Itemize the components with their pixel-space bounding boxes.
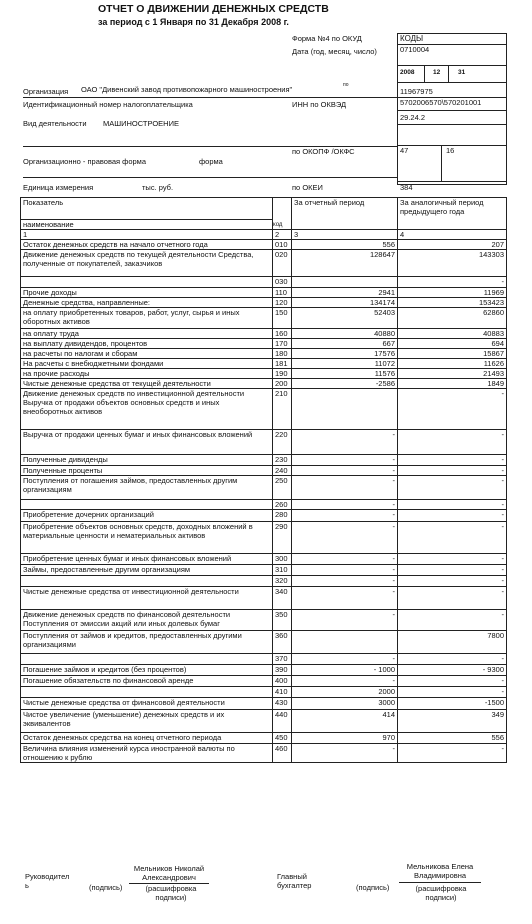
row-prior-value: - (398, 510, 507, 522)
table-row (21, 277, 507, 288)
table-row (21, 565, 507, 576)
row-current-value: - (292, 676, 398, 687)
row-name: Чистые денежные средства от инвестиционной деятельности (21, 587, 273, 610)
row-name: на оплату приобретенных товаров, работ, услуг, сырья и иных оборотных активов (21, 308, 273, 329)
row-current-value: - (292, 610, 398, 631)
row-current-value: 970 (292, 733, 398, 744)
row-current-value: - (292, 565, 398, 576)
row-code: 410 (273, 687, 292, 698)
row-name: Поступления от погашения займов, предоставленных другим организациям (21, 476, 273, 500)
okfs-code: 16 (446, 146, 455, 155)
unit-label: Единица измерения (23, 183, 94, 192)
acct-decode: (расшифровка подписи) (415, 884, 467, 902)
row-name: Чистые денежные средства от финансовой деятельности (21, 698, 273, 710)
row-name: Приобретение объектов основных средств, доходных вложений в материальные ценности и нематериальных активов (21, 522, 273, 554)
table-row (21, 733, 507, 744)
row-name: на расчеты по налогам и сборам (21, 349, 273, 359)
okved-code: 29.24.2 (400, 113, 426, 122)
row-current-value: 40880 (292, 329, 398, 339)
header-name: наименование (21, 220, 273, 230)
table-row (21, 389, 507, 430)
header-prior: За аналогичный период предыдущего года (398, 198, 507, 230)
row-code: 460 (273, 744, 292, 763)
row-prior-value: 21493 (398, 369, 507, 379)
row-prior-value: - (398, 430, 507, 455)
row-code: 430 (273, 698, 292, 710)
row-name (21, 500, 273, 510)
row-code: 320 (273, 576, 292, 587)
report-title: ОТЧЕТ О ДВИЖЕНИИ ДЕНЕЖНЫХ СРЕДСТВ (98, 3, 329, 15)
row-code: 360 (273, 631, 292, 654)
date-label: Дата (год, месяц, число) (292, 47, 377, 56)
table-row (21, 288, 507, 298)
okpo-mark: по (343, 82, 349, 88)
table-row (21, 359, 507, 369)
row-current-value: - (292, 430, 398, 455)
row-prior-value: - (398, 576, 507, 587)
row-code: 340 (273, 587, 292, 610)
row-code: 210 (273, 389, 292, 430)
row-current-value: - (292, 587, 398, 610)
row-current-value: 11576 (292, 369, 398, 379)
header-indicator: Показатель (21, 198, 273, 220)
row-name: Движение денежных средств по инвестиционной деятельности Выручка от продажи объектов основных средств и иных внеоборотных активов (21, 389, 273, 430)
inn-okved-label: ИНН по ОКВЭД (292, 100, 347, 109)
row-prior-value: - (398, 744, 507, 763)
table-row (21, 710, 507, 733)
table-row (21, 466, 507, 476)
okei-code: 384 (400, 183, 413, 192)
row-current-value: - (292, 476, 398, 500)
row-current-value: 128647 (292, 250, 398, 277)
table-row (21, 610, 507, 631)
inn-label: Идентификационный номер налогоплательщика (23, 100, 193, 109)
row-current-value: -2586 (292, 379, 398, 389)
row-current-value (292, 277, 398, 288)
row-prior-value: 153423 (398, 298, 507, 308)
table-row (21, 369, 507, 379)
row-prior-value: 7800 (398, 631, 507, 654)
row-name: Чистое увеличение (уменьшение) денежных средств и их эквивалентов (21, 710, 273, 733)
row-code: 260 (273, 500, 292, 510)
form-label: Форма №4 по ОКУД (292, 34, 362, 43)
row-prior-value: - (398, 676, 507, 687)
head-label: Руководител ь (25, 872, 70, 890)
legal-form-label: Организационно - правовая форма (23, 157, 146, 166)
row-prior-value: - (398, 565, 507, 576)
row-prior-value: - (398, 277, 507, 288)
row-prior-value: 694 (398, 339, 507, 349)
row-prior-value: -1500 (398, 698, 507, 710)
table-row (21, 500, 507, 510)
row-current-value: - (292, 744, 398, 763)
row-name: Поступления от займов и кредитов, предоставленных другими организациями (21, 631, 273, 654)
row-current-value: - (292, 510, 398, 522)
row-prior-value: - (398, 554, 507, 565)
row-code: 370 (273, 654, 292, 665)
table-row (21, 665, 507, 676)
table-row (21, 476, 507, 500)
table-row (21, 455, 507, 466)
table-row (21, 687, 507, 698)
row-prior-value: - 9300 (398, 665, 507, 676)
table-row (21, 349, 507, 359)
row-current-value: - (292, 554, 398, 565)
okei-label: по ОКЕИ (292, 183, 323, 192)
row-code: 230 (273, 455, 292, 466)
row-name (21, 576, 273, 587)
acct-sign: (подпись) (356, 883, 390, 892)
acct-name: Мельникова Елена Владимировна (406, 862, 474, 880)
row-name: на прочие расходы (21, 369, 273, 379)
row-prior-value: - (398, 654, 507, 665)
row-prior-value: 15867 (398, 349, 507, 359)
row-current-value: - (292, 576, 398, 587)
table-row (21, 522, 507, 554)
col-number-2: 2 (273, 230, 292, 240)
row-current-value: 556 (292, 240, 398, 250)
row-current-value: - 1000 (292, 665, 398, 676)
date-year: 2008 (400, 69, 415, 76)
row-code: 290 (273, 522, 292, 554)
codes-box (397, 33, 507, 185)
row-code: 150 (273, 308, 292, 329)
head-sign: (подпись) (89, 883, 123, 892)
row-prior-value: - (398, 455, 507, 466)
row-name: Выручка от продажи ценных бумаг и иных финансовых вложений (21, 430, 273, 455)
row-code: 310 (273, 565, 292, 576)
row-code: 350 (273, 610, 292, 631)
row-prior-value: - (398, 500, 507, 510)
table-row (21, 587, 507, 610)
report-period: за период с 1 Января по 31 Декабря 2008 г. (98, 17, 289, 27)
inn-code: 5702006570\570201001 (400, 98, 482, 107)
table-row (21, 676, 507, 687)
row-prior-value: 1849 (398, 379, 507, 389)
row-code: 110 (273, 288, 292, 298)
okopf-label: по ОКОПФ /ОКФС (292, 147, 355, 156)
row-current-value: 17576 (292, 349, 398, 359)
row-code: 181 (273, 359, 292, 369)
row-prior-value: 556 (398, 733, 507, 744)
activity-label: Вид деятельности (23, 119, 87, 128)
row-current-value: 2000 (292, 687, 398, 698)
row-current-value: - (292, 455, 398, 466)
row-current-value: 134174 (292, 298, 398, 308)
date-day: 31 (458, 69, 466, 76)
table-row (21, 339, 507, 349)
row-code: 190 (273, 369, 292, 379)
table-row (21, 379, 507, 389)
col-number-3: 3 (292, 230, 398, 240)
header-current: За отчетный период (292, 198, 398, 230)
cash-flow-table (20, 197, 507, 763)
row-name (21, 277, 273, 288)
table-row (21, 240, 507, 250)
row-name: Денежные средства, направленные: (21, 298, 273, 308)
row-code: 250 (273, 476, 292, 500)
row-prior-value: 11969 (398, 288, 507, 298)
unit-value: тыс. руб. (142, 183, 174, 192)
row-name: На расчеты с внебюджетными фондами (21, 359, 273, 369)
row-code: 400 (273, 676, 292, 687)
table-row (21, 654, 507, 665)
date-month: 12 (433, 69, 441, 76)
row-name: Прочие доходы (21, 288, 273, 298)
row-code: 280 (273, 510, 292, 522)
row-prior-value: - (398, 587, 507, 610)
okopf-code: 47 (400, 146, 409, 155)
row-current-value (292, 631, 398, 654)
row-current-value: - (292, 500, 398, 510)
row-name: Чистые денежные средства от текущей деятельности (21, 379, 273, 389)
table-row (21, 698, 507, 710)
table-row (21, 744, 507, 763)
row-code: 440 (273, 710, 292, 733)
table-row (21, 631, 507, 654)
row-current-value: 3000 (292, 698, 398, 710)
row-prior-value: - (398, 476, 507, 500)
row-name: Займы, предоставленные другим организациям (21, 565, 273, 576)
row-current-value: 52403 (292, 308, 398, 329)
row-current-value: 414 (292, 710, 398, 733)
row-current-value: 2941 (292, 288, 398, 298)
row-name: Движение денежных средств по текущей деятельности Средства, полученные от покупателей, заказчиков (21, 250, 273, 277)
activity-value: МАШИНОСТРОЕНИЕ (103, 119, 179, 128)
row-current-value: - (292, 466, 398, 476)
ownership-label: форма (199, 157, 223, 166)
row-current-value: - (292, 522, 398, 554)
row-prior-value: 349 (398, 710, 507, 733)
col-number-1: 1 (21, 230, 273, 240)
head-decode: (расшифровка подписи) (145, 884, 197, 902)
row-code: 120 (273, 298, 292, 308)
row-name: на выплату дивидендов, процентов (21, 339, 273, 349)
row-code: 020 (273, 250, 292, 277)
row-name: Величина влияния изменений курса иностранной валюты по отношению к рублю (21, 744, 273, 763)
table-row (21, 554, 507, 565)
row-prior-value: - (398, 687, 507, 698)
org-label: Организация (23, 87, 69, 96)
table-row (21, 308, 507, 329)
row-prior-value: 207 (398, 240, 507, 250)
row-name: Движение денежных средств по финансовой деятельности Поступления от эмиссии акций или иных долевых бумаг (21, 610, 273, 631)
table-row (21, 298, 507, 308)
okpo-code: 11967975 (400, 87, 433, 96)
row-current-value: 667 (292, 339, 398, 349)
row-prior-value: - (398, 522, 507, 554)
row-name: Остаток денежных средства на конец отчетного периода (21, 733, 273, 744)
acct-label: Главный бухгалтер (277, 872, 312, 890)
org-name: ОАО "Дивенский завод противопожарного машиностроения" (81, 85, 293, 94)
row-name: Погашение займов и кредитов (без процентов) (21, 665, 273, 676)
table-row (21, 250, 507, 277)
row-name: Приобретение ценных бумаг и иных финансовых вложений (21, 554, 273, 565)
table-row (21, 510, 507, 522)
row-prior-value: - (398, 610, 507, 631)
table-row (21, 329, 507, 339)
row-code: 160 (273, 329, 292, 339)
codes-label: КОДЫ (400, 34, 424, 43)
row-name: Полученные проценты (21, 466, 273, 476)
row-current-value: - (292, 654, 398, 665)
row-code: 200 (273, 379, 292, 389)
col-number-4: 4 (398, 230, 507, 240)
row-prior-value: 62860 (398, 308, 507, 329)
row-name (21, 654, 273, 665)
row-current-value (292, 389, 398, 430)
row-code: 240 (273, 466, 292, 476)
row-prior-value: 143303 (398, 250, 507, 277)
row-code: 390 (273, 665, 292, 676)
row-code: 010 (273, 240, 292, 250)
row-code: 030 (273, 277, 292, 288)
row-code: 220 (273, 430, 292, 455)
row-prior-value: 11626 (398, 359, 507, 369)
row-prior-value: - (398, 389, 507, 430)
row-current-value: 11072 (292, 359, 398, 369)
row-code: 450 (273, 733, 292, 744)
okud-code: 0710004 (400, 45, 430, 54)
row-name: Приобретение дочерних организаций (21, 510, 273, 522)
row-name: Погашение обязательств по финансовой аренде (21, 676, 273, 687)
row-code: 300 (273, 554, 292, 565)
row-code: 170 (273, 339, 292, 349)
row-name: на оплату труда (21, 329, 273, 339)
row-name: Полученные дивиденды (21, 455, 273, 466)
table-row (21, 430, 507, 455)
row-name (21, 687, 273, 698)
head-name: Мельников Николай Александрович (133, 864, 205, 882)
row-name: Остаток денежных средств на начало отчетного года (21, 240, 273, 250)
row-prior-value: - (398, 466, 507, 476)
header-code: код (273, 222, 283, 228)
row-prior-value: 40883 (398, 329, 507, 339)
table-row (21, 576, 507, 587)
row-code: 180 (273, 349, 292, 359)
